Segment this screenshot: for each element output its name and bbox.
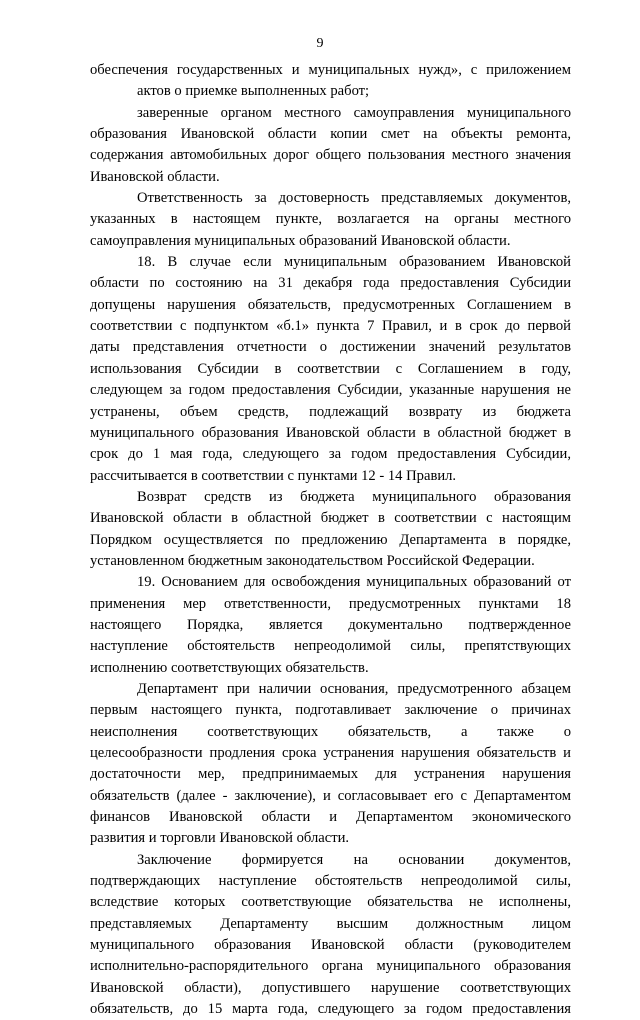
text-line: исполнению соответствующих обязательств. (90, 659, 369, 676)
text-line: устранены, объем средств, подлежащий возврату из бюджета (90, 403, 571, 420)
text-line: вследствие которых соответствующие обязательства не исполнены, (90, 894, 571, 911)
text-line: подтверждающих наступление обстоятельств непреодолимой силы, (90, 873, 571, 890)
text-line: даты представления отчетности о достижении значений результатов (90, 339, 571, 356)
text-line: соответствии с подпунктом «б.1» пункта 7 Правил, и в срок до первой (90, 318, 571, 335)
text-line: Ивановской области в областной бюджет в соответствии с настоящим (90, 510, 571, 527)
text-line: применения мер ответственности, предусмотренных пунктами 18 (90, 595, 571, 612)
text-line: Порядком осуществляется по предложению Департамента в порядке, (90, 531, 571, 548)
page-number: 9 (316, 36, 324, 51)
document-body (90, 60, 571, 1020)
text-line: Заключение формируется на основании документов, (137, 851, 571, 868)
text-line: муниципального образования Ивановской области (руководителем (90, 937, 571, 954)
text-line: обязательств, до 15 марта года, следующего за годом предоставления (90, 1001, 571, 1018)
text-line: заверенные органом местного самоуправления муниципального (137, 104, 571, 121)
text-line: рассчитывается в соответствии с пунктами 12 - 14 Правил. (90, 467, 457, 484)
text-line: 19. Основанием для освобождения муниципальных образований от (137, 574, 571, 591)
text-line: срок до 1 мая года, следующего за годом предоставления Субсидии, (90, 446, 571, 463)
text-line: Ивановской области. (90, 168, 220, 185)
text-line: Департамент при наличии основания, предусмотренного абзацем (137, 680, 571, 697)
text-line: представляемых Департаменту высшим должностным лицом (90, 915, 571, 932)
text-line: целесообразности продления срока устранения нарушения обязательств и (90, 745, 571, 761)
text-line: Возврат средств из бюджета муниципального образования (137, 488, 571, 505)
text-line: настоящего Порядка, является документально подтвержденное (90, 616, 571, 633)
text-line: 18. В случае если муниципальным образованием Ивановской (137, 254, 571, 271)
text-line: содержания автомобильных дорог общего пользования местного значения (90, 147, 571, 164)
text-line: самоуправления муниципальных образований Ивановской области. (90, 232, 511, 249)
text-line: развития и торговли Ивановской области. (90, 830, 350, 847)
text-line: Ответственность за достоверность представляемых документов, (137, 190, 571, 207)
text-line: первым настоящего пункта, подготавливает заключение о причинах (90, 702, 571, 719)
text-line: допущены нарушения обязательств, предусмотренных Соглашением в (90, 296, 571, 313)
text-line: исполнительно-распорядительного органа муниципального образования (90, 958, 571, 975)
text-line: области по состоянию на 31 декабря года предоставления Субсидии (90, 275, 571, 292)
text-line: муниципального образования Ивановской области в областной бюджет в (90, 424, 571, 441)
text-line: достаточности мер, предпринимаемых для устранения нарушения (90, 766, 571, 783)
text-line: обеспечения государственных и муниципальных нужд», с приложением (90, 62, 571, 78)
text-line: образования Ивановской области копии смет на объекты ремонта, (90, 126, 571, 143)
text-line: использования Субсидии в соответствии с Соглашением в году, (90, 360, 571, 377)
text-line: указанных в настоящем пункте, возлагается на органы местного (90, 211, 571, 228)
text-line: финансов Ивановской области и Департаментом экономического (90, 809, 571, 826)
text-line: обязательств (далее - заключение), и согласовывает его с Департаментом (90, 787, 571, 804)
text-line: установленном бюджетным законодательством Российской Федерации. (90, 552, 535, 569)
text-line: наступление обстоятельств непреодолимой силы, препятствующих (90, 638, 571, 655)
text-line: неисполнения соответствующих обязательств, а также о (90, 723, 571, 740)
text-line: актов о приемке выполненных работ; (137, 83, 370, 100)
text-line: Ивановской области), допустившего нарушение соответствующих (90, 979, 571, 996)
text-line: следующем за годом предоставления Субсидии, указанные нарушения не (90, 382, 571, 399)
